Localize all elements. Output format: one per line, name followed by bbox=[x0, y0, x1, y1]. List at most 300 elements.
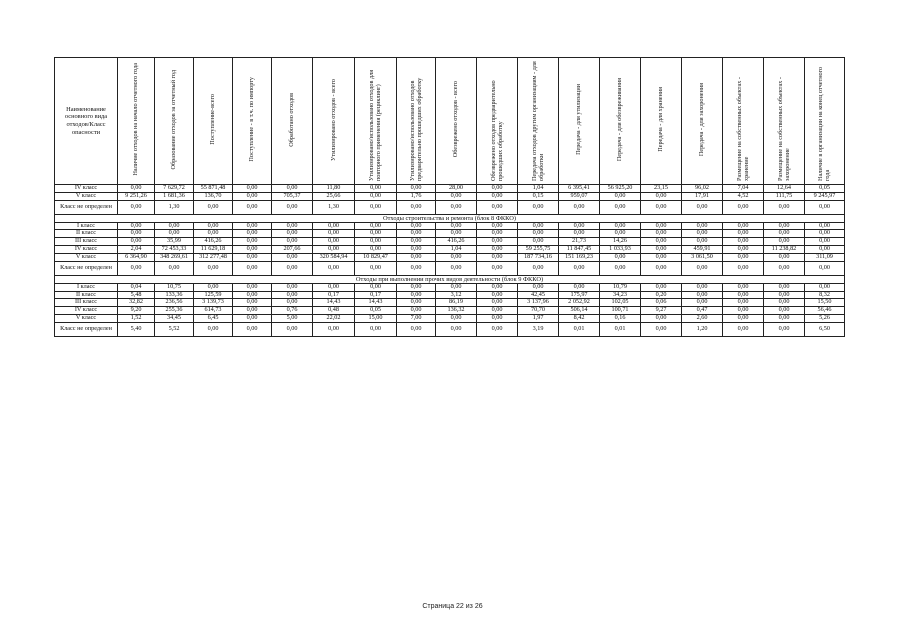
table-cell: 0,00 bbox=[436, 222, 477, 230]
column-header-label: Наличие в организации на конец отчетного года bbox=[817, 66, 832, 181]
table-cell: 0,00 bbox=[682, 283, 723, 291]
table-cell: 0,00 bbox=[233, 283, 272, 291]
column-header-label: Передача - для утилизации bbox=[575, 84, 583, 156]
table-row bbox=[55, 299, 845, 307]
table-cell: 0,06 bbox=[641, 299, 682, 307]
column-header-label: Обезврежено отходов - всего bbox=[452, 81, 460, 158]
table-cell: 0,00 bbox=[194, 322, 233, 336]
table-cell: 136,70 bbox=[194, 192, 233, 200]
table-cell: 0,00 bbox=[805, 238, 845, 246]
column-header bbox=[477, 58, 518, 185]
table-cell: 0,00 bbox=[233, 246, 272, 254]
table-cell: 56 925,20 bbox=[600, 185, 641, 193]
table-cell: 0,00 bbox=[600, 261, 641, 275]
column-header-label: Передача отходов другим организациям - для обработки bbox=[530, 60, 545, 181]
table-cell: 0,00 bbox=[600, 222, 641, 230]
row-label: I класс bbox=[55, 283, 118, 291]
table-cell: 0,00 bbox=[397, 230, 436, 238]
section-title: Отходы строительства и ремонта (блок 8 ФККО) bbox=[55, 214, 845, 222]
table-cell: 312 277,48 bbox=[194, 253, 233, 261]
table-cell: 0,00 bbox=[723, 238, 764, 246]
column-header bbox=[272, 58, 313, 185]
table-cell: 0,00 bbox=[723, 322, 764, 336]
page-number: Страница 22 из 26 bbox=[422, 603, 483, 610]
table-cell: 0,05 bbox=[355, 307, 397, 315]
table-cell: 0,00 bbox=[477, 315, 518, 323]
table-cell: 11 629,18 bbox=[194, 246, 233, 254]
table-cell: 3,12 bbox=[436, 291, 477, 299]
table-cell: 0,00 bbox=[641, 246, 682, 254]
table-row bbox=[55, 222, 845, 230]
table-cell: 0,00 bbox=[723, 222, 764, 230]
table-row bbox=[55, 315, 845, 323]
table-row bbox=[55, 253, 845, 261]
table-cell: 0,20 bbox=[641, 291, 682, 299]
table-cell: 0,00 bbox=[477, 253, 518, 261]
table-cell: 55 871,48 bbox=[194, 185, 233, 193]
table-cell: 6 364,90 bbox=[118, 253, 155, 261]
table-cell: 0,00 bbox=[559, 230, 600, 238]
table-cell: 0,00 bbox=[723, 253, 764, 261]
table-cell: 0,00 bbox=[436, 230, 477, 238]
table-cell: 42,45 bbox=[518, 291, 559, 299]
table-cell: 22,02 bbox=[313, 315, 355, 323]
table-row bbox=[55, 283, 845, 291]
table-row bbox=[55, 230, 845, 238]
table-cell: 1,76 bbox=[397, 192, 436, 200]
table-cell: 0,00 bbox=[600, 200, 641, 214]
table-cell: 15,00 bbox=[355, 315, 397, 323]
table-row bbox=[55, 246, 845, 254]
table-cell: 5,40 bbox=[118, 322, 155, 336]
table-cell: 0,00 bbox=[355, 261, 397, 275]
table-cell: 12,64 bbox=[764, 185, 805, 193]
table-cell: 255,36 bbox=[155, 307, 194, 315]
table-cell: 0,00 bbox=[764, 200, 805, 214]
table-cell: 207,66 bbox=[272, 246, 313, 254]
table-cell: 0,00 bbox=[477, 299, 518, 307]
table-cell: 0,00 bbox=[313, 261, 355, 275]
table-cell: 4,52 bbox=[723, 192, 764, 200]
column-header bbox=[805, 58, 845, 185]
table-cell: 0,00 bbox=[682, 291, 723, 299]
row-label: V класс bbox=[55, 253, 118, 261]
section-row bbox=[55, 214, 845, 222]
table-cell: 0,00 bbox=[272, 222, 313, 230]
table-cell: 0,00 bbox=[518, 238, 559, 246]
table-cell: 0,00 bbox=[397, 253, 436, 261]
table-cell: 0,00 bbox=[355, 230, 397, 238]
row-label: IV класс bbox=[55, 307, 118, 315]
table-cell: 0,00 bbox=[397, 299, 436, 307]
table-cell: 0,00 bbox=[118, 185, 155, 193]
table-cell: 23,15 bbox=[641, 185, 682, 193]
column-header-label: Обработано отходов bbox=[288, 92, 296, 147]
table-cell: 7,00 bbox=[397, 315, 436, 323]
table-cell: 6,45 bbox=[194, 315, 233, 323]
table-cell: 0,00 bbox=[477, 192, 518, 200]
table-cell: 151 169,23 bbox=[559, 253, 600, 261]
table-cell: 0,00 bbox=[559, 261, 600, 275]
table-cell: 311,09 bbox=[805, 253, 845, 261]
table-cell: 0,00 bbox=[436, 322, 477, 336]
table-cell: 102,05 bbox=[600, 299, 641, 307]
table-cell: 111,75 bbox=[764, 192, 805, 200]
table-cell: 0,00 bbox=[518, 261, 559, 275]
table-cell: 0,00 bbox=[313, 230, 355, 238]
table-row bbox=[55, 192, 845, 200]
table-cell: 0,00 bbox=[641, 192, 682, 200]
table-cell: 59 255,75 bbox=[518, 246, 559, 254]
table-cell: 15,50 bbox=[805, 299, 845, 307]
table-cell: 0,00 bbox=[233, 253, 272, 261]
table-cell: 0,00 bbox=[272, 261, 313, 275]
column-header-label: Передача - для захоронения bbox=[698, 83, 706, 157]
table-cell: 0,00 bbox=[272, 253, 313, 261]
table-cell: 705,37 bbox=[272, 192, 313, 200]
table-cell: 0,00 bbox=[313, 238, 355, 246]
table-cell: 0,00 bbox=[641, 315, 682, 323]
table-cell: 2,60 bbox=[682, 315, 723, 323]
table-cell: 0,00 bbox=[600, 192, 641, 200]
table-cell: 0,00 bbox=[682, 299, 723, 307]
table-cell: 1,20 bbox=[682, 322, 723, 336]
table-cell: 0,00 bbox=[233, 222, 272, 230]
column-header bbox=[600, 58, 641, 185]
table-cell: 0,00 bbox=[764, 299, 805, 307]
table-cell: 0,00 bbox=[477, 230, 518, 238]
column-header bbox=[682, 58, 723, 185]
table-cell: 416,26 bbox=[436, 238, 477, 246]
column-header bbox=[194, 58, 233, 185]
table-cell: 6 395,41 bbox=[559, 185, 600, 193]
table-cell: 0,00 bbox=[723, 261, 764, 275]
table-cell: 0,00 bbox=[233, 185, 272, 193]
row-label: IV класс bbox=[55, 246, 118, 254]
column-header-label: Обезврежено отходов предварительно прошедших обработку bbox=[489, 79, 504, 181]
table-cell: 0,00 bbox=[641, 322, 682, 336]
table-cell: 100,71 bbox=[600, 307, 641, 315]
table-cell: 0,00 bbox=[233, 307, 272, 315]
table-cell: 7 629,72 bbox=[155, 185, 194, 193]
table-cell: 0,00 bbox=[436, 200, 477, 214]
table-cell: 14,43 bbox=[355, 299, 397, 307]
table-cell: 0,00 bbox=[233, 322, 272, 336]
table-cell: 0,00 bbox=[155, 222, 194, 230]
table-body bbox=[55, 185, 845, 337]
table-cell: 348 269,61 bbox=[155, 253, 194, 261]
table-cell: 3 137,96 bbox=[518, 299, 559, 307]
row-label: III класс bbox=[55, 238, 118, 246]
table-cell: 0,48 bbox=[313, 307, 355, 315]
table-row bbox=[55, 291, 845, 299]
table-cell: 0,00 bbox=[233, 299, 272, 307]
table-cell: 0,00 bbox=[764, 238, 805, 246]
table-row bbox=[55, 307, 845, 315]
table-cell: 0,00 bbox=[194, 222, 233, 230]
table-cell: 0,00 bbox=[518, 230, 559, 238]
table-cell: 8,42 bbox=[559, 315, 600, 323]
table-cell: 0,00 bbox=[641, 200, 682, 214]
table-cell: 0,00 bbox=[194, 283, 233, 291]
column-header bbox=[313, 58, 355, 185]
table-cell: 0,00 bbox=[397, 200, 436, 214]
table-cell: 0,00 bbox=[436, 192, 477, 200]
table-cell: 320 584,94 bbox=[313, 253, 355, 261]
waste-report-table bbox=[54, 57, 845, 337]
table-cell: 1,04 bbox=[436, 246, 477, 254]
table-cell: 3 139,73 bbox=[194, 299, 233, 307]
table-cell: 187 734,16 bbox=[518, 253, 559, 261]
table-cell: 86,19 bbox=[436, 299, 477, 307]
table-cell: 10,75 bbox=[155, 283, 194, 291]
table-cell: 9 245,97 bbox=[805, 192, 845, 200]
table-cell: 0,00 bbox=[764, 322, 805, 336]
table-cell: 34,23 bbox=[600, 291, 641, 299]
table-cell: 0,00 bbox=[477, 238, 518, 246]
table-cell: 3 061,50 bbox=[682, 253, 723, 261]
column-header-label: Поступление - в т.ч. по импорту bbox=[248, 77, 256, 162]
table-cell: 0,00 bbox=[436, 261, 477, 275]
table-cell: 0,00 bbox=[436, 283, 477, 291]
table-cell: 0,00 bbox=[397, 322, 436, 336]
table-cell: 0,00 bbox=[397, 222, 436, 230]
table-cell: 5,52 bbox=[155, 322, 194, 336]
table-cell: 0,00 bbox=[355, 192, 397, 200]
table-cell: 0,00 bbox=[764, 283, 805, 291]
table-cell: 9 251,26 bbox=[118, 192, 155, 200]
table-cell: 0,76 bbox=[272, 307, 313, 315]
table-cell: 0,00 bbox=[272, 283, 313, 291]
table-cell: 3,19 bbox=[518, 322, 559, 336]
table-cell: 0,00 bbox=[764, 261, 805, 275]
table-cell: 7,04 bbox=[723, 185, 764, 193]
table-header bbox=[55, 58, 845, 185]
row-label: Класс не определен bbox=[55, 322, 118, 336]
table-cell: 0,00 bbox=[764, 315, 805, 323]
row-label: II класс bbox=[55, 230, 118, 238]
table-cell: 0,17 bbox=[355, 291, 397, 299]
table-cell: 0,00 bbox=[233, 315, 272, 323]
table-row bbox=[55, 200, 845, 214]
table-cell: 0,00 bbox=[155, 261, 194, 275]
table-cell: 0,00 bbox=[723, 315, 764, 323]
table-cell: 0,00 bbox=[764, 253, 805, 261]
table-cell: 0,00 bbox=[682, 261, 723, 275]
table-cell: 0,00 bbox=[477, 291, 518, 299]
table-cell: 5,48 bbox=[118, 291, 155, 299]
table-cell: 125,59 bbox=[194, 291, 233, 299]
table-cell: 0,01 bbox=[559, 322, 600, 336]
table-cell: 0,00 bbox=[641, 261, 682, 275]
table-cell: 175,97 bbox=[559, 291, 600, 299]
table-cell: 0,00 bbox=[233, 261, 272, 275]
table-cell: 0,00 bbox=[805, 246, 845, 254]
table-cell: 0,00 bbox=[723, 283, 764, 291]
table-cell: 5,00 bbox=[272, 315, 313, 323]
table-cell: 0,00 bbox=[355, 322, 397, 336]
column-header bbox=[518, 58, 559, 185]
table-cell: 0,00 bbox=[155, 230, 194, 238]
table-cell: 56,46 bbox=[805, 307, 845, 315]
table-cell: 0,00 bbox=[723, 230, 764, 238]
table-cell: 0,00 bbox=[477, 307, 518, 315]
table-cell: 0,00 bbox=[477, 185, 518, 193]
table-cell: 0,00 bbox=[233, 238, 272, 246]
table-cell: 0,00 bbox=[723, 200, 764, 214]
table-cell: 6,50 bbox=[805, 322, 845, 336]
column-header bbox=[155, 58, 194, 185]
table-cell: 0,00 bbox=[682, 230, 723, 238]
table-cell: 959,07 bbox=[559, 192, 600, 200]
column-header: Наименование основного вида отходов/Класс опасности bbox=[55, 58, 118, 185]
table-cell: 0,00 bbox=[313, 283, 355, 291]
table-cell: 0,00 bbox=[272, 291, 313, 299]
section-title: Отходы при выполнении прочих видов деятельности (блок 9 ФККО) bbox=[55, 275, 845, 283]
table-cell: 0,00 bbox=[313, 322, 355, 336]
row-label: Класс не определен bbox=[55, 261, 118, 275]
table-cell: 236,56 bbox=[155, 299, 194, 307]
table-cell: 0,00 bbox=[764, 230, 805, 238]
row-label: IV класс bbox=[55, 185, 118, 193]
row-label: V класс bbox=[55, 315, 118, 323]
table-cell: 28,00 bbox=[436, 185, 477, 193]
table-cell: 11 847,45 bbox=[559, 246, 600, 254]
table-cell: 0,00 bbox=[118, 200, 155, 214]
table-cell: 5,26 bbox=[805, 315, 845, 323]
table-cell: 0,04 bbox=[118, 283, 155, 291]
table-cell: 0,00 bbox=[518, 283, 559, 291]
table-cell: 0,00 bbox=[764, 222, 805, 230]
table-cell: 0,00 bbox=[682, 200, 723, 214]
row-label: Класс не определен bbox=[55, 200, 118, 214]
table-cell: 9,27 bbox=[641, 307, 682, 315]
table-cell: 0,00 bbox=[641, 230, 682, 238]
table-cell: 0,00 bbox=[682, 238, 723, 246]
table-cell: 0,00 bbox=[764, 291, 805, 299]
table-cell: 0,00 bbox=[723, 291, 764, 299]
table-cell: 0,00 bbox=[233, 230, 272, 238]
table-cell: 0,00 bbox=[805, 261, 845, 275]
table-cell: 0,00 bbox=[272, 238, 313, 246]
table-cell: 0,00 bbox=[477, 222, 518, 230]
table-cell: 0,00 bbox=[194, 261, 233, 275]
column-header bbox=[641, 58, 682, 185]
table-cell: 0,47 bbox=[682, 307, 723, 315]
table-cell: 0,15 bbox=[518, 192, 559, 200]
table-cell: 0,00 bbox=[805, 230, 845, 238]
table-cell: 0,00 bbox=[194, 230, 233, 238]
table-cell: 0,00 bbox=[641, 253, 682, 261]
header-row bbox=[55, 58, 845, 185]
table-cell: 0,00 bbox=[477, 322, 518, 336]
table-cell: 0,00 bbox=[805, 222, 845, 230]
table-cell: 35,99 bbox=[155, 238, 194, 246]
table-cell: 0,00 bbox=[397, 261, 436, 275]
table-cell: 614,73 bbox=[194, 307, 233, 315]
table-cell: 0,01 bbox=[600, 322, 641, 336]
table-cell: 136,32 bbox=[436, 307, 477, 315]
table-cell: 0,00 bbox=[272, 185, 313, 193]
table-cell: 17,91 bbox=[682, 192, 723, 200]
table-cell: 10,79 bbox=[600, 283, 641, 291]
table-cell: 0,00 bbox=[397, 307, 436, 315]
table-cell: 0,00 bbox=[559, 200, 600, 214]
table-row bbox=[55, 261, 845, 275]
column-header bbox=[233, 58, 272, 185]
table-cell: 0,00 bbox=[723, 246, 764, 254]
table-cell: 1,04 bbox=[518, 185, 559, 193]
table-cell: 0,00 bbox=[233, 291, 272, 299]
table-cell: 1,97 bbox=[518, 315, 559, 323]
table-cell: 0,00 bbox=[477, 261, 518, 275]
table-cell: 34,45 bbox=[155, 315, 194, 323]
table-cell: 0,00 bbox=[641, 238, 682, 246]
table-cell: 0,00 bbox=[397, 246, 436, 254]
table-cell: 0,00 bbox=[600, 253, 641, 261]
table-cell: 0,00 bbox=[118, 230, 155, 238]
table-cell: 0,00 bbox=[477, 283, 518, 291]
table-cell: 70,70 bbox=[518, 307, 559, 315]
table-row bbox=[55, 322, 845, 336]
table-cell: 96,02 bbox=[682, 185, 723, 193]
table-cell: 14,43 bbox=[313, 299, 355, 307]
table-cell: 0,00 bbox=[355, 238, 397, 246]
column-header-label: Наличие отходов на начало отчетного года bbox=[132, 63, 140, 176]
column-header bbox=[436, 58, 477, 185]
table-cell: 0,00 bbox=[355, 222, 397, 230]
table-cell: 0,00 bbox=[764, 307, 805, 315]
table-cell: 133,36 bbox=[155, 291, 194, 299]
table-cell: 0,00 bbox=[397, 185, 436, 193]
table-cell: 25,66 bbox=[313, 192, 355, 200]
table-cell: 0,00 bbox=[272, 230, 313, 238]
table-cell: 0,00 bbox=[641, 222, 682, 230]
column-header bbox=[559, 58, 600, 185]
table-cell: 14,26 bbox=[600, 238, 641, 246]
column-header bbox=[723, 58, 764, 185]
table-cell: 0,05 bbox=[805, 185, 845, 193]
table-cell: 506,14 bbox=[559, 307, 600, 315]
table-cell: 0,00 bbox=[233, 192, 272, 200]
table-cell: 0,00 bbox=[118, 222, 155, 230]
table-cell: 0,00 bbox=[397, 283, 436, 291]
table-cell: 0,00 bbox=[436, 253, 477, 261]
table-cell: 8,32 bbox=[805, 291, 845, 299]
column-header bbox=[397, 58, 436, 185]
table-cell: 2,04 bbox=[118, 246, 155, 254]
table-cell: 0,00 bbox=[805, 283, 845, 291]
column-header-label: Поступление-всего bbox=[209, 94, 217, 145]
table-cell: 0,00 bbox=[518, 200, 559, 214]
table-cell: 0,00 bbox=[641, 283, 682, 291]
table-cell: 11,80 bbox=[313, 185, 355, 193]
row-label: I класс bbox=[55, 222, 118, 230]
table-cell: 9,20 bbox=[118, 307, 155, 315]
table-cell: 459,91 bbox=[682, 246, 723, 254]
table-cell: 0,00 bbox=[600, 230, 641, 238]
table-cell: 416,26 bbox=[194, 238, 233, 246]
table-cell: 0,00 bbox=[436, 315, 477, 323]
table-cell: 0,16 bbox=[600, 315, 641, 323]
table-row bbox=[55, 185, 845, 193]
table-cell: 0,00 bbox=[477, 246, 518, 254]
table-cell: 0,00 bbox=[272, 200, 313, 214]
table-cell: 0,00 bbox=[682, 222, 723, 230]
table-cell: 0,00 bbox=[559, 222, 600, 230]
table-cell: 0,00 bbox=[397, 291, 436, 299]
column-header bbox=[764, 58, 805, 185]
